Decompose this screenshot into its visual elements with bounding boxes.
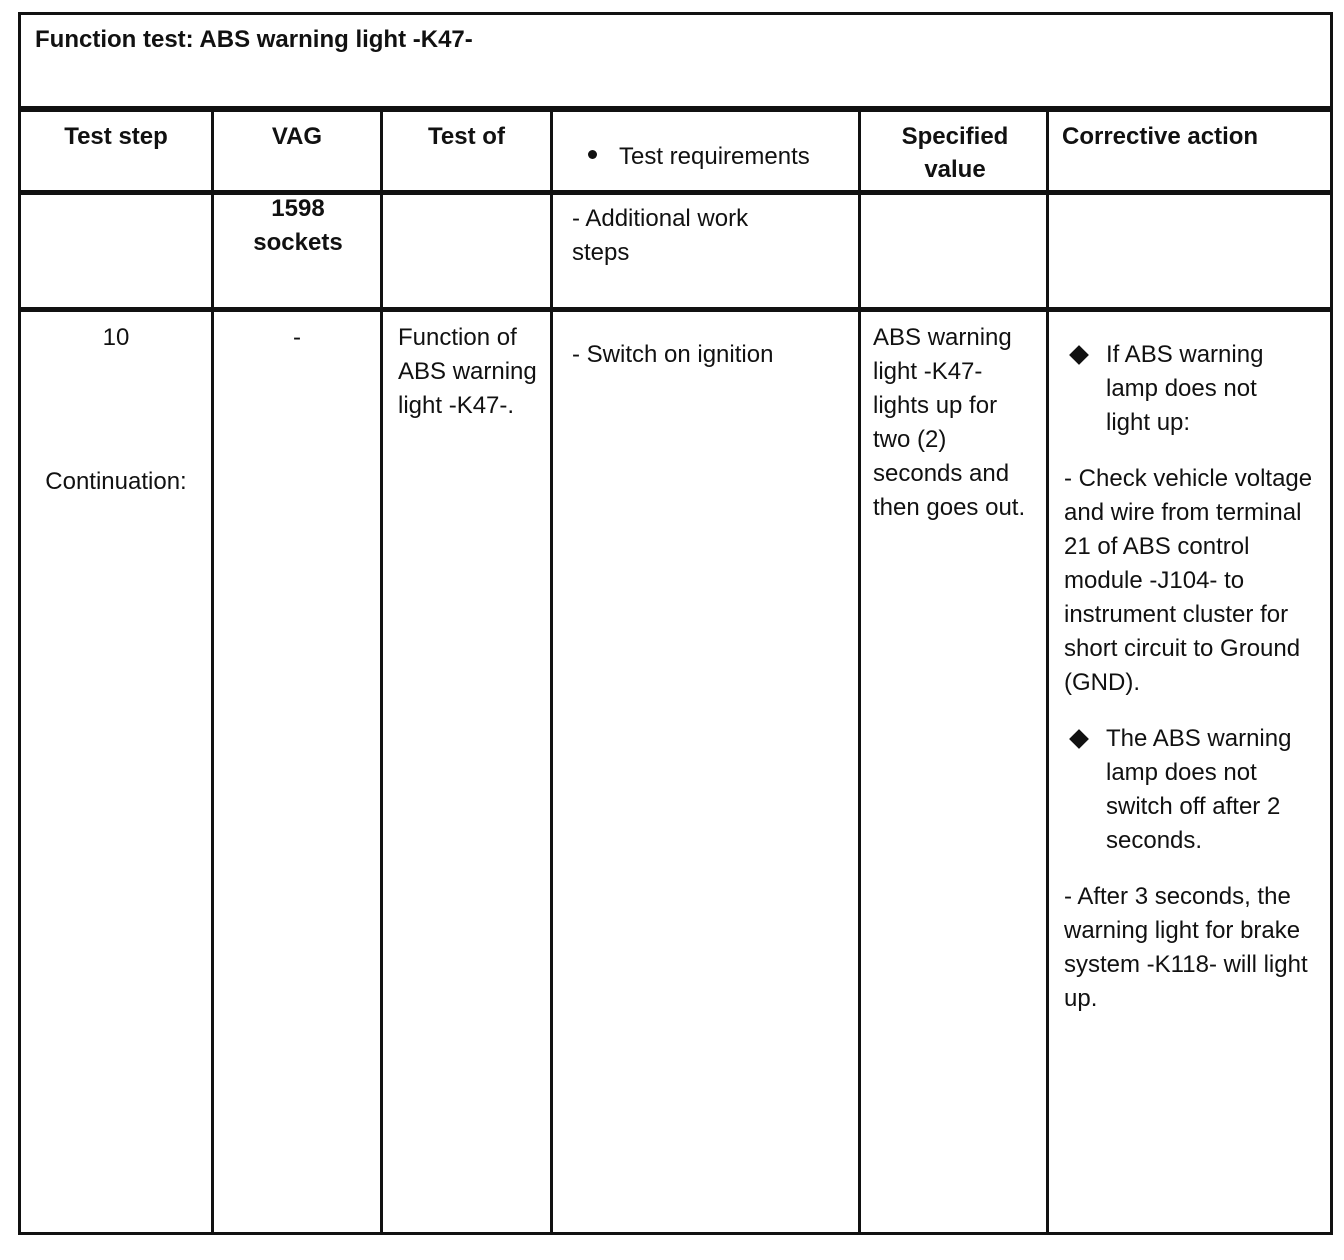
page-title: Function test: ABS warning light -K47- [35, 26, 473, 53]
rule-header-bottom [18, 190, 1330, 195]
col-divider-4 [858, 112, 861, 1232]
corrective-action-1: - Check vehicle voltage and wire from terminal 21 of ABS control module -J104- to instrument cluster for short circuit to Ground (GND). [1064, 465, 1313, 696]
diamond-icon [1069, 729, 1089, 749]
rule-subheader-bottom [18, 307, 1330, 312]
col-divider-5 [1046, 112, 1049, 1232]
corrective-case-1 [1072, 338, 1326, 440]
corrective-case-1-text: If ABS warning lamp does not light up: [1106, 341, 1264, 436]
row-test-of: Function of ABS warning light -K47-. [398, 324, 537, 419]
header-specified-value: Specified value [901, 123, 1009, 183]
row-test-step: 10 [102, 324, 130, 351]
bullet-dot-icon [588, 150, 597, 159]
header-corrective-action: Corrective action [1062, 123, 1259, 150]
header-test-requirements-label: Test requirements [619, 143, 810, 170]
header-test-step: Test step [64, 123, 168, 150]
corrective-case-2-text: The ABS warning lamp does not switch off after 2 seconds. [1106, 725, 1292, 854]
subheader-additional-work-steps: - Additional work steps [572, 205, 749, 266]
rule-title-bottom [18, 106, 1330, 112]
col-divider-1 [211, 112, 214, 1232]
row-corrective-action [1064, 338, 1326, 1016]
header-vag: VAG [271, 123, 323, 150]
corrective-case-2 [1072, 722, 1326, 858]
diamond-icon [1069, 345, 1089, 365]
row-requirement: - Switch on ignition [572, 341, 774, 368]
header-test-of: Test of [428, 123, 505, 150]
col-divider-2 [380, 112, 383, 1232]
subheader-vag-sockets: 1598 sockets [253, 195, 343, 256]
row-continuation: Continuation: [45, 468, 187, 495]
col-divider-3 [550, 112, 553, 1232]
header-test-requirements [588, 140, 858, 174]
row-specified-value: ABS warning light -K47- lights up for two (2) seconds and then goes out. [873, 324, 1026, 521]
row-vag: - [293, 324, 301, 351]
corrective-action-2: - After 3 seconds, the warning light for brake system -K118- will light up. [1064, 883, 1308, 1012]
